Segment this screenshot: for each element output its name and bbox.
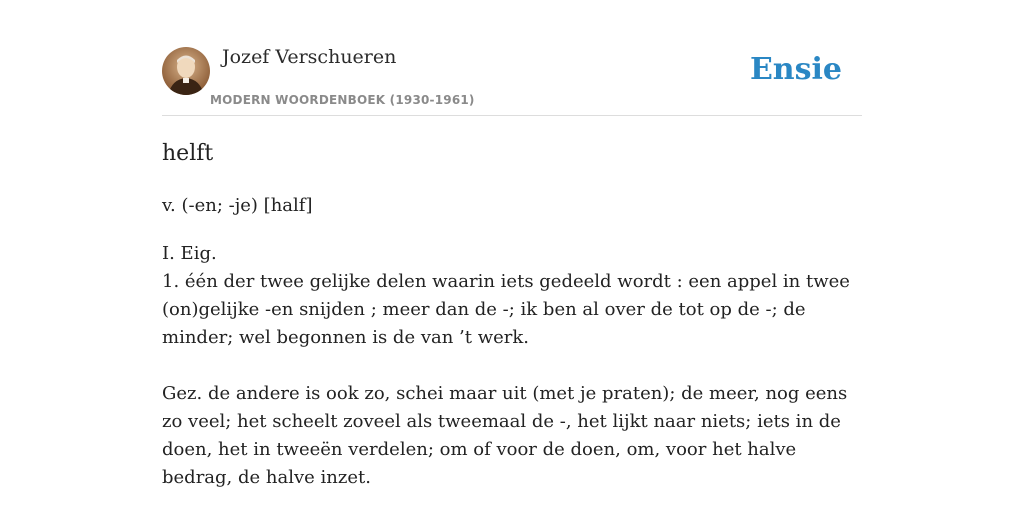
header-divider xyxy=(162,115,862,116)
paragraph-gap xyxy=(162,352,862,380)
grammar-info: v. (-en; -je) [half] xyxy=(162,195,313,216)
brand-logo[interactable]: Ensie xyxy=(749,52,842,87)
author-avatar[interactable] xyxy=(162,47,210,95)
definition-body xyxy=(162,240,862,492)
author-portrait-icon xyxy=(162,47,210,95)
headword: helft xyxy=(162,141,214,166)
section-label: I. Eig. xyxy=(162,243,217,264)
entry-card xyxy=(162,0,862,512)
idioms: Gez. de andere is ook zo, schei maar uit (met je praten); de meer, nog eens zo veel; het scheelt zoveel als tweemaal de -, het lijkt naar niets; iets in de doen, het in tweeën verdelen; om of voor de doen, om, voor het halve bedrag, de halve inzet. xyxy=(162,383,848,488)
author-name[interactable]: Jozef Verschueren xyxy=(222,46,397,68)
dictionary-source[interactable]: MODERN WOORDENBOEK (1930-1961) xyxy=(210,93,475,107)
sense-1: 1. één der twee gelijke delen waarin iets gedeeld wordt : een appel in twee (on)gelijke -en snijden ; meer dan de -; ik ben al over de tot op de -; de minder; wel begonnen is de van ’t werk. xyxy=(162,271,850,348)
